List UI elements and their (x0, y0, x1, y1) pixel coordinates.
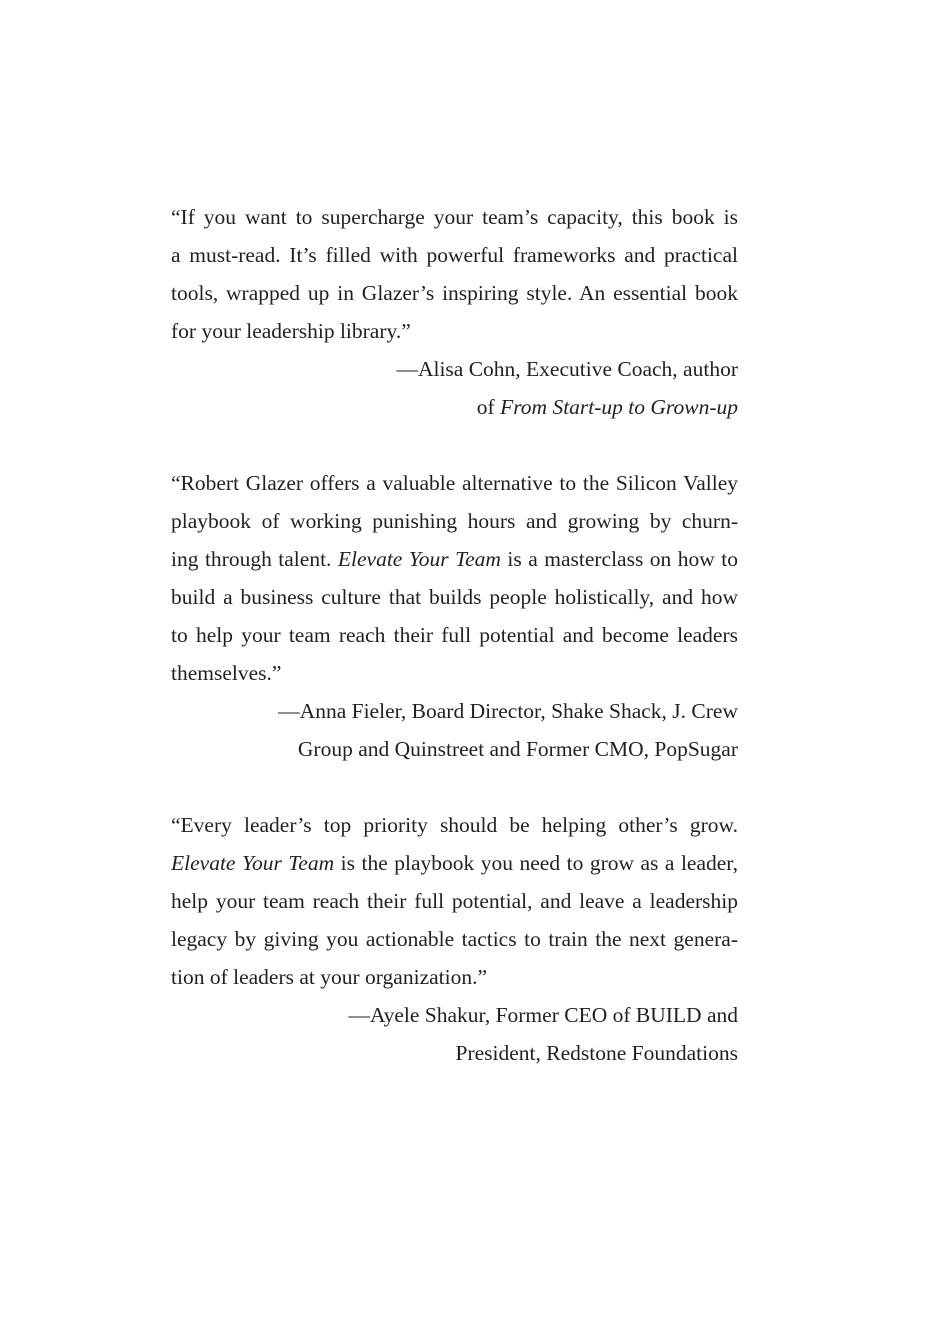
quote-text: is a masterclass on how to (500, 547, 738, 571)
quote-line: to help your team reach their full potential and become leaders (171, 623, 738, 647)
attribution-line (171, 388, 738, 426)
attribution-line: Group and Quinstreet and Former CMO, PopSugar (297, 737, 738, 761)
quote-line: help your team reach their full potential, and leave a leadership (171, 889, 738, 913)
quote-line (171, 540, 738, 578)
attribution-prefix: of (476, 395, 501, 419)
book-title: Elevate Your Team (171, 851, 335, 875)
book-title: Elevate Your Team (337, 547, 501, 571)
quote-line: playbook of working punishing hours and growing by churn- (171, 509, 738, 533)
quote-line: for your leadership library.” (171, 319, 411, 343)
quote-line: build a business culture that builds people holistically, and how (171, 585, 738, 609)
quote-line: “If you want to supercharge your team’s capacity, this book is (171, 205, 738, 229)
quote-line: “Every leader’s top priority should be helping other’s grow. (171, 813, 738, 837)
quote-line: tion of leaders at your organization.” (171, 965, 488, 989)
attribution-line: —Ayele Shakur, Former CEO of BUILD and (348, 1003, 738, 1027)
quote-line: legacy by giving you actionable tactics to train the next genera- (171, 927, 738, 951)
attribution-line: —Anna Fieler, Board Director, Shake Shack, J. Crew (278, 699, 738, 723)
quote-line: tools, wrapped up in Glazer’s inspiring style. An essential book (171, 281, 738, 305)
attribution-line: President, Redstone Foundations (455, 1041, 738, 1065)
quote-line: “Robert Glazer offers a valuable alternative to the Silicon Valley (171, 471, 738, 495)
attribution-line: —Alisa Cohn, Executive Coach, author (396, 357, 738, 381)
quote-text: is the playbook you need to grow as a leader, (334, 851, 738, 875)
quote-line: a must-read. It’s filled with powerful frameworks and practical (171, 243, 738, 267)
book-title: From Start-up to Grown-up (500, 395, 738, 419)
quote-text: ing through talent. (171, 547, 338, 571)
quote-line (171, 844, 738, 882)
quote-line: themselves.” (171, 661, 282, 685)
